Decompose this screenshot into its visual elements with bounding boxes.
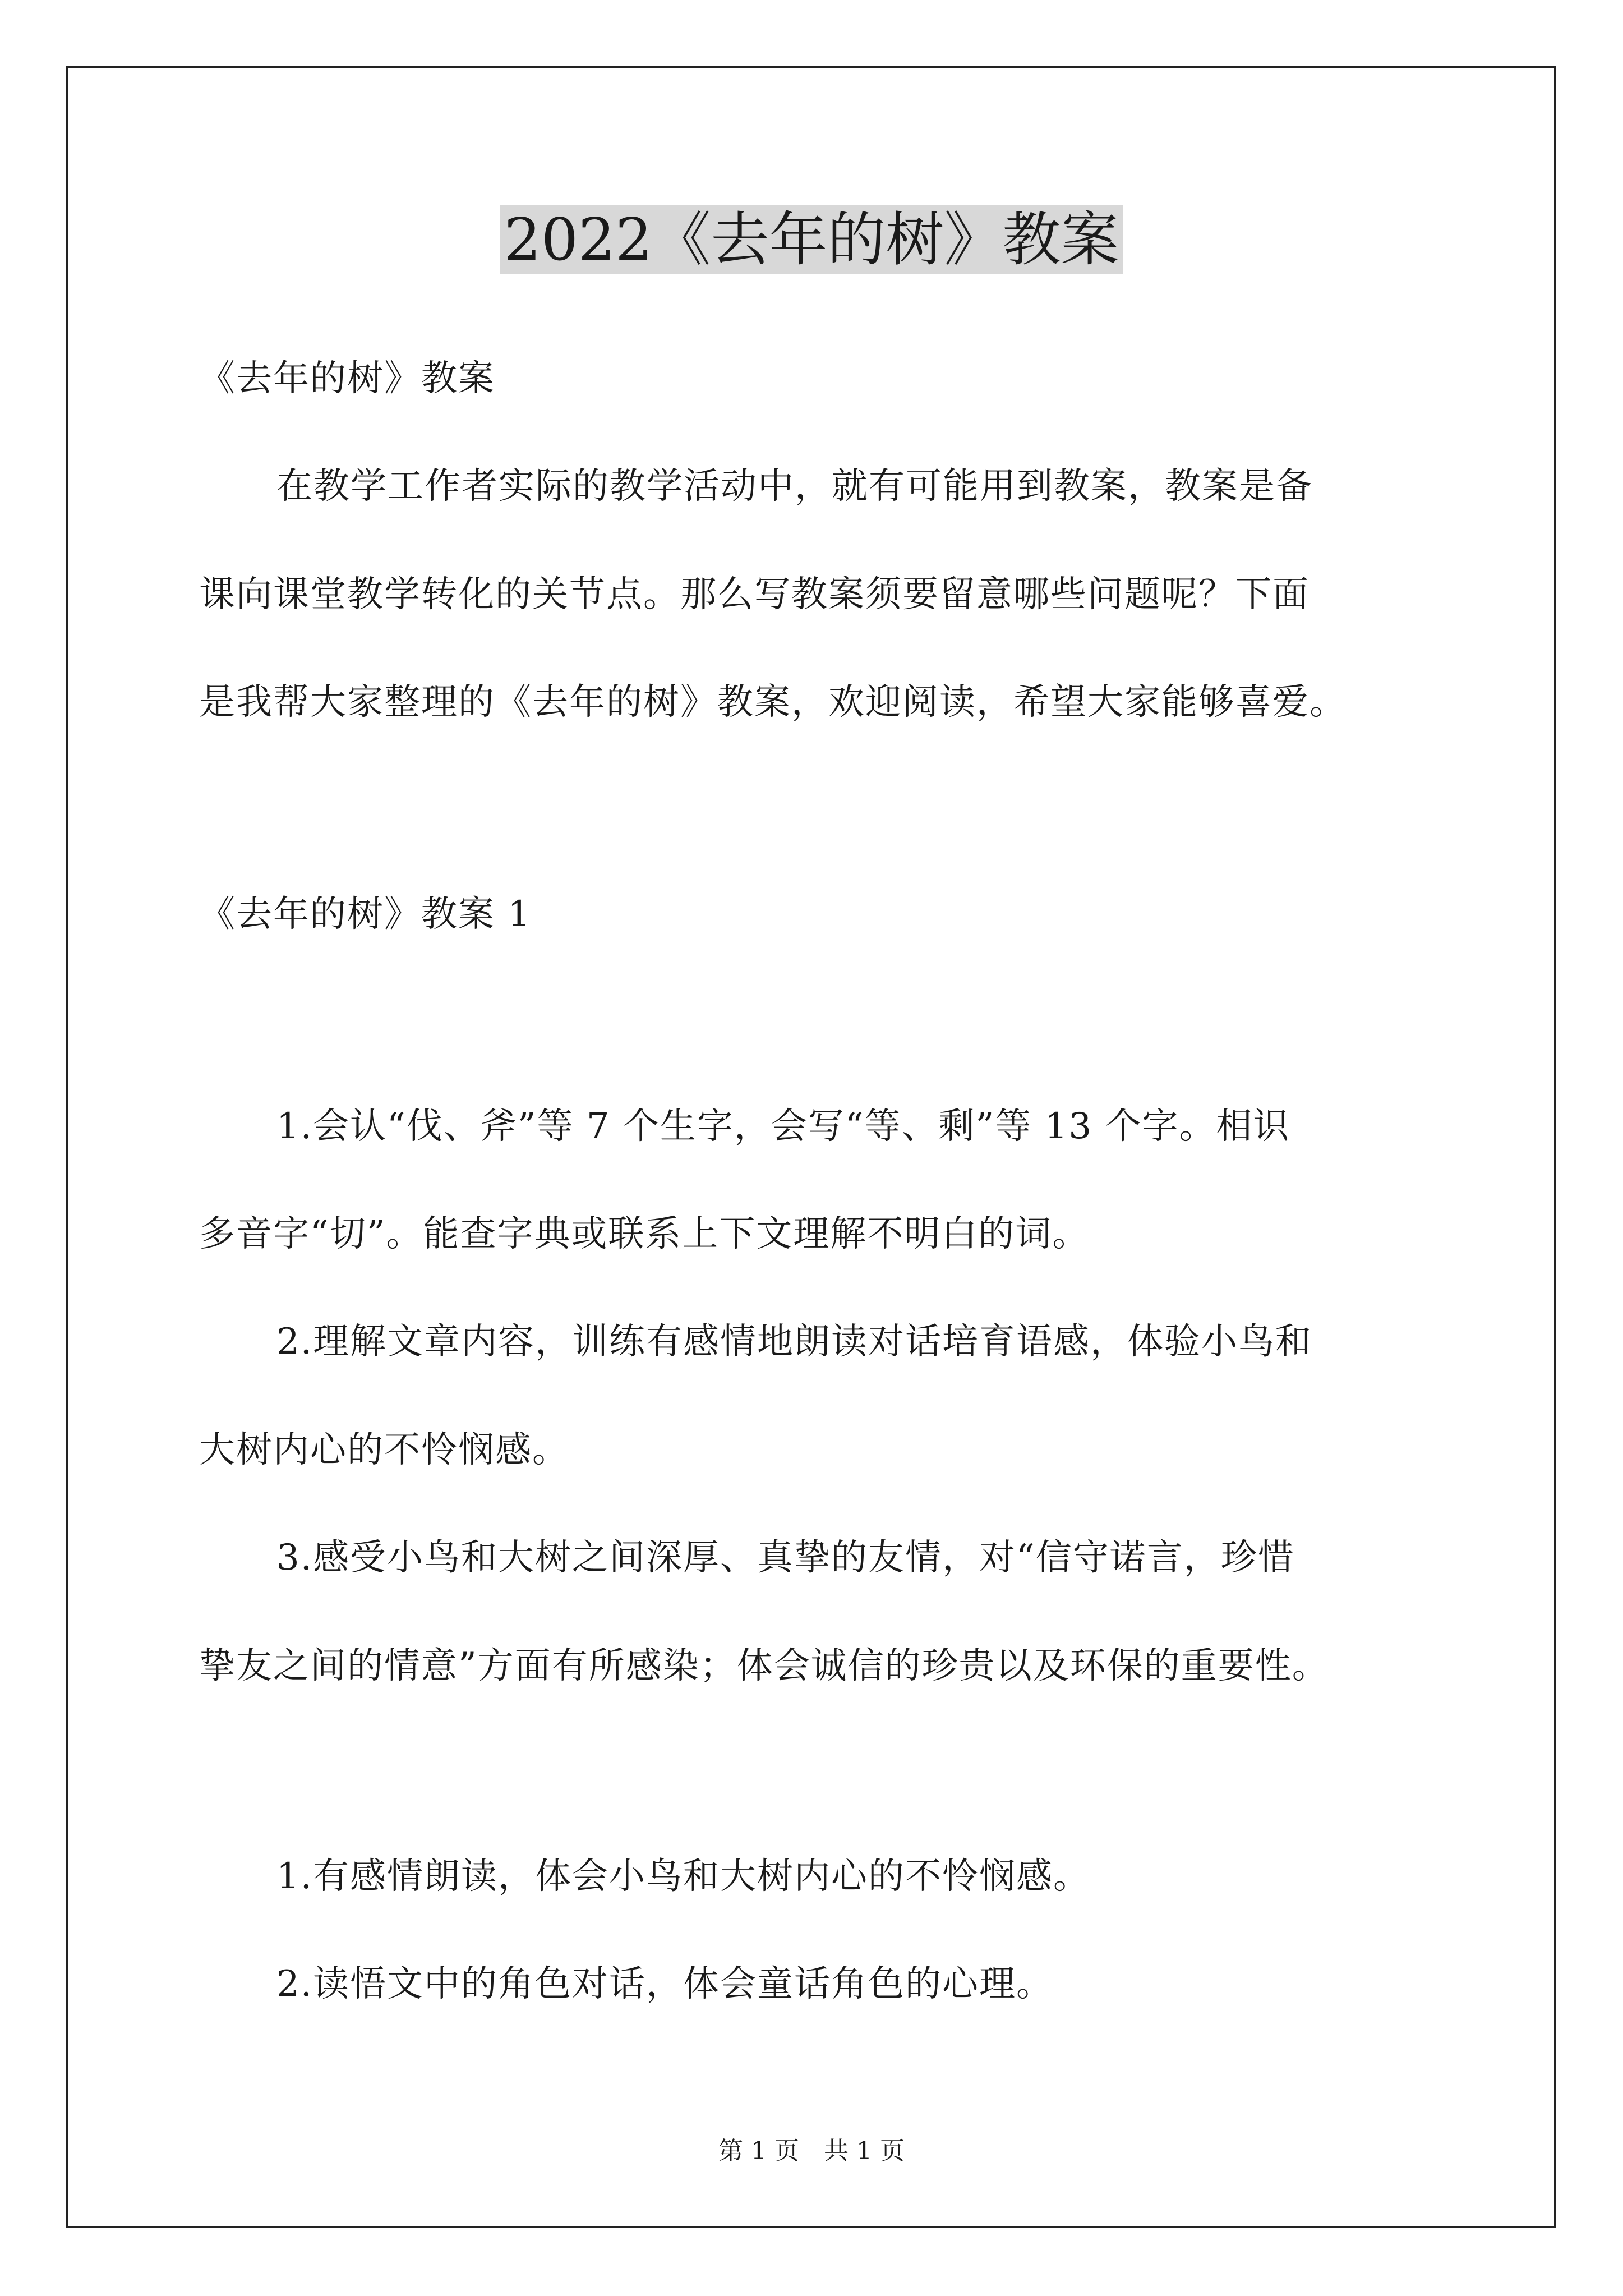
- document-title-text: 2022《去年的树》教案: [500, 205, 1124, 274]
- intro-line-1: 在教学工作者实际的教学活动中，就有可能用到教案，教案是备: [276, 466, 1313, 507]
- objective-line-1: 1.会认“伐、斧”等 7 个生字，会写“等、剩”等 13 个字。相识: [276, 1106, 1290, 1147]
- section-heading: 《去年的树》教案 1: [199, 894, 532, 935]
- document-title: [0, 203, 1623, 276]
- objective-line-3: 2.理解文章内容，训练有感情地朗读对话培育语感，体验小鸟和: [276, 1321, 1313, 1363]
- key-point-2: 2.读悟文中的角色对话，体会童话角色的心理。: [276, 1963, 1054, 2005]
- objective-line-4: 大树内心的不怜悯感。: [199, 1429, 569, 1471]
- key-point-1: 1.有感情朗读，体会小鸟和大树内心的不怜悯感。: [276, 1856, 1091, 1897]
- objective-line-2: 多音字“切”。能查字典或联系上下文理解不明白的词。: [199, 1213, 1090, 1255]
- document-subtitle: 《去年的树》教案: [199, 358, 495, 399]
- intro-line-3: 是我帮大家整理的《去年的树》教案，欢迎阅读，希望大家能够喜爱。: [199, 682, 1347, 723]
- objective-line-5: 3.感受小鸟和大树之间深厚、真挚的友情，对“信守诺言，珍惜: [276, 1537, 1295, 1579]
- intro-line-2: 课向课堂教学转化的关节点。那么写教案须要留意哪些问题呢？下面: [199, 574, 1310, 615]
- objective-line-6: 挚友之间的情意”方面有所感染；体会诚信的珍贵以及环保的重要性。: [199, 1645, 1329, 1687]
- page-footer: 第 1 页 共 1 页: [718, 2137, 905, 2165]
